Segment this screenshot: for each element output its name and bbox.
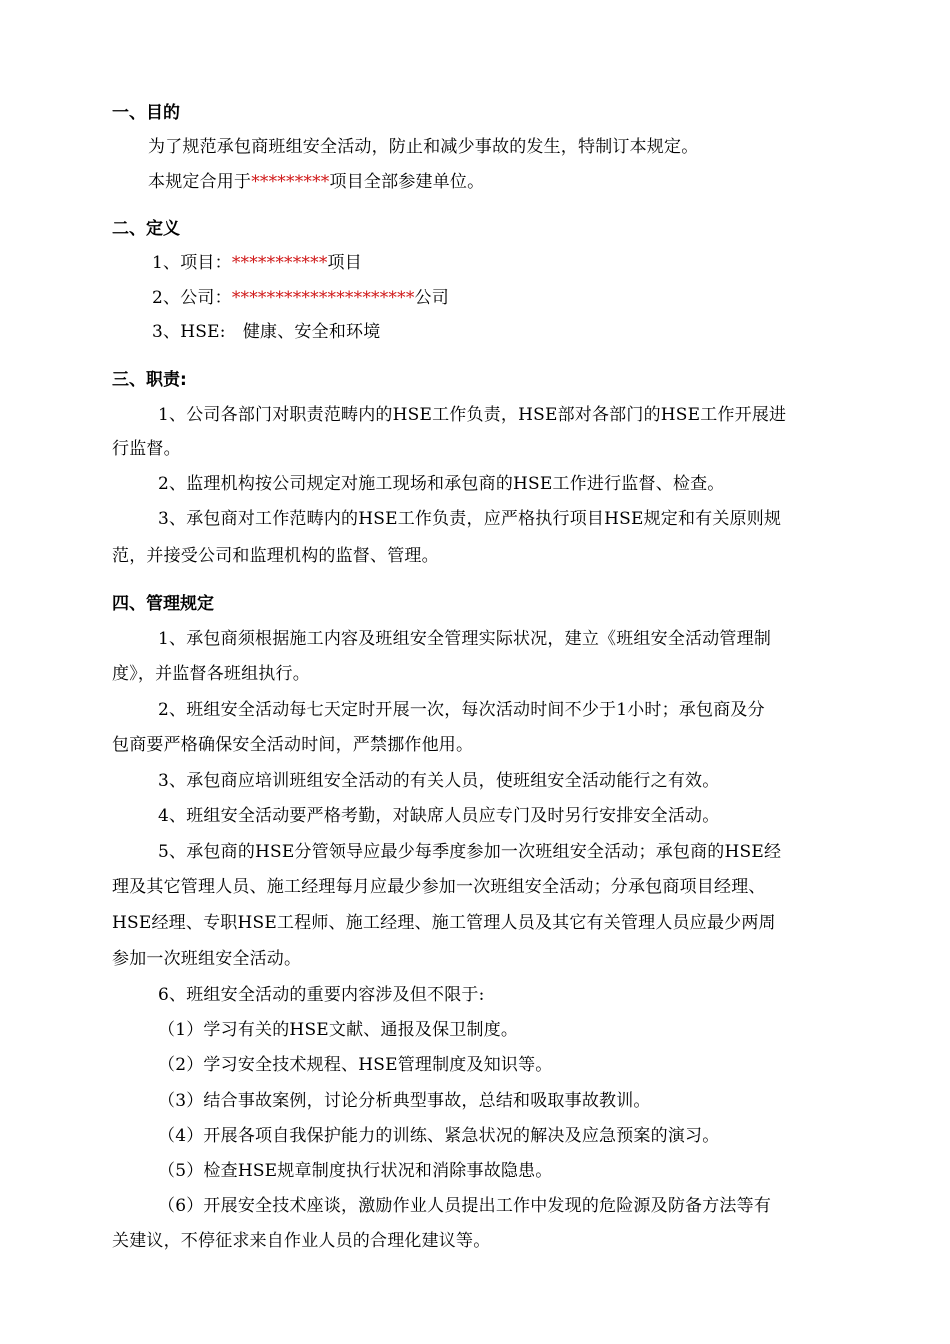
content-item-6-line-2: 关建议，不停征求来自作业人员的合理化建议等。: [112, 1231, 491, 1251]
section-heading-responsibilities: 三、职责:: [112, 370, 187, 390]
rule-6: 6、班组安全活动的重要内容涉及但不限于:: [158, 985, 485, 1005]
responsibility-2: 2、监理机构按公司规定对施工现场和承包商的HSE工作进行监督、检查。: [158, 474, 725, 494]
rule-5-line-1: 5、承包商的HSE分管领导应最少每季度参加一次班组安全活动；承包商的HSE经: [158, 842, 782, 862]
rule-3: 3、承包商应培训班组安全活动的有关人员，使班组安全活动能行之有效。: [158, 771, 720, 791]
content-item-4: （4）开展各项自我保护能力的训练、紧急状况的解决及应急预案的演习。: [158, 1126, 720, 1146]
rule-2-line-2: 包商要严格确保安全活动时间，严禁挪作他用。: [112, 735, 474, 755]
masked-project-name: *********: [251, 172, 330, 192]
definition-hse: 3、HSE: 健康、安全和环境: [152, 322, 381, 342]
rule-2-line-1: 2、班组安全活动每七天定时开展一次，每次活动时间不少于1小时；承包商及分: [158, 700, 765, 720]
section-heading-management: 四、管理规定: [112, 594, 214, 614]
responsibility-3-line-2: 范，并接受公司和监理机构的监督、管理。: [112, 546, 439, 566]
content-item-5: （5）检查HSE规章制度执行状况和消除事故隐患。: [158, 1161, 553, 1181]
rule-1-line-1: 1、承包商须根据施工内容及班组安全管理实际状况，建立《班组安全活动管理制: [158, 629, 772, 649]
definition-project-suffix: 项目: [327, 253, 362, 273]
content-item-6-line-1: （6）开展安全技术座谈，激励作业人员提出工作中发现的危险源及防备方法等有: [158, 1196, 772, 1216]
rule-5-line-2: 理及其它管理人员、施工经理每月应最少参加一次班组安全活动；分承包商项目经理、: [112, 877, 766, 897]
section-heading-purpose: 一、目的: [112, 103, 180, 123]
masked-company: *********************: [231, 288, 415, 308]
content-item-2: （2）学习安全技术规程、HSE管理制度及知识等。: [158, 1055, 553, 1075]
responsibility-1-line-1: 1、公司各部门对职责范畴内的HSE工作负责，HSE部对各部门的HSE工作开展进: [158, 405, 787, 425]
section-heading-definitions: 二、定义: [112, 219, 180, 239]
purpose-paragraph: 为了规范承包商班组安全活动，防止和减少事故的发生，特制订本规定。: [148, 137, 699, 157]
definition-company: [152, 288, 449, 308]
content-item-1: （1）学习有关的HSE文献、通报及保卫制度。: [158, 1020, 519, 1040]
responsibility-3-line-1: 3、承包商对工作范畴内的HSE工作负责，应严格执行项目HSE规定和有关原则规: [158, 509, 782, 529]
definition-company-label: 2、公司：: [152, 288, 232, 308]
content-item-3: （3）结合事故案例，讨论分析典型事故，总结和吸取事故教训。: [158, 1091, 651, 1111]
definition-project: [152, 253, 362, 273]
rule-4: 4、班组安全活动要严格考勤，对缺席人员应专门及时另行安排安全活动。: [158, 806, 720, 826]
responsibility-1-line-2: 行监督。: [112, 439, 181, 459]
scope-text-pre: 本规定合用于: [148, 172, 252, 192]
rule-5-line-3: HSE经理、专职HSE工程师、施工经理、施工管理人员及其它有关管理人员应最少两周: [112, 913, 776, 933]
definition-company-suffix: 公司: [414, 288, 449, 308]
definition-project-label: 1、项目：: [152, 253, 232, 273]
rule-1-line-2: 度》，并监督各班组执行。: [112, 664, 310, 684]
scope-paragraph: [148, 172, 484, 192]
masked-project: ***********: [231, 253, 328, 273]
rule-5-line-4: 参加一次班组安全活动。: [112, 949, 302, 969]
scope-text-post: 项目全部参建单位。: [329, 172, 485, 192]
